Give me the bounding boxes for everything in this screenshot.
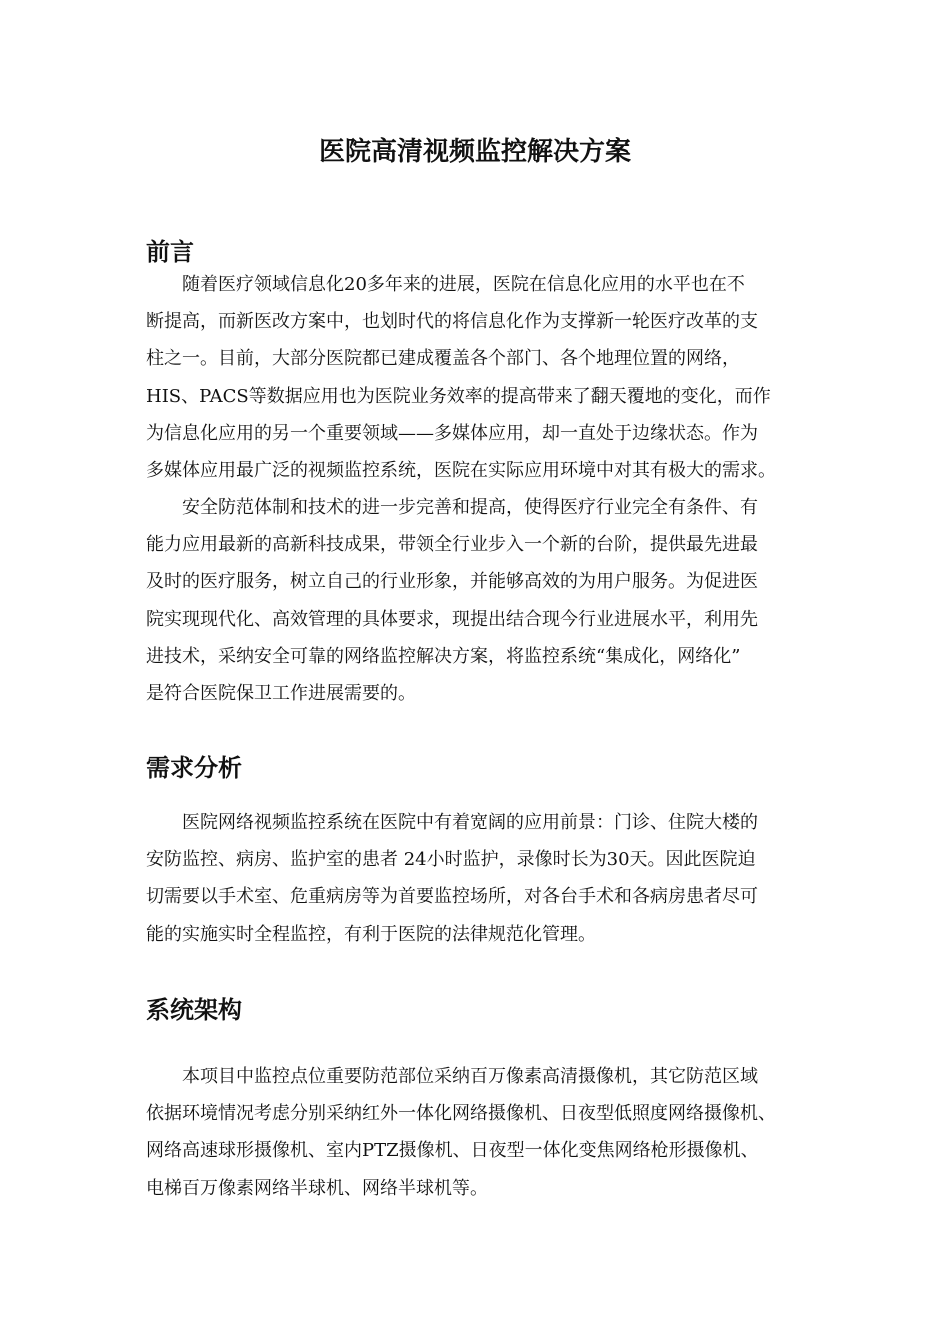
section-heading-preface: 前言 [146, 238, 194, 266]
text-line: 多媒体应用最广泛的视频监控系统，医院在实际应用环境中对其有极大的需求。 [146, 460, 776, 482]
paragraph-architecture [146, 1058, 816, 1207]
document-title: 医院高清视频监控解决方案 [318, 137, 631, 167]
text-line: 为信息化应用的另一个重要领域——多媒体应用，却一直处于边缘状态。作为 [146, 422, 758, 444]
text-line: 能力应用最新的高新科技成果，带领全行业步入一个新的台阶，提供最先进最 [146, 534, 758, 556]
section-heading-requirements: 需求分析 [146, 754, 242, 782]
text-line: 切需要以手术室、危重病房等为首要监控场所，对各台手术和各病房患者尽可 [146, 886, 758, 908]
text-line: 断提高，而新医改方案中，也划时代的将信息化作为支撑新一轮医疗改革的支 [146, 311, 758, 333]
text-line: 是符合医院保卫工作进展需要的。 [146, 683, 416, 705]
text-line: 安全防范体制和技术的进一步完善和提高，使得医疗行业完全有条件、有 [146, 497, 758, 518]
paragraph-requirements [146, 804, 816, 953]
text-line: 电梯百万像素网络半球机、网络半球机等。 [146, 1177, 488, 1199]
text-line: 进技术，采纳安全可靠的网络监控解决方案，将监控系统“集成化，网络化” [146, 645, 741, 667]
text-line: 医院网络视频监控系统在医院中有着宽阔的应用前景：门诊、住院大楼的 [146, 812, 758, 833]
section-heading-architecture: 系统架构 [146, 996, 242, 1024]
text-line: 依据环境情况考虑分别采纳红外一体化网络摄像机、日夜型低照度网络摄像机、 [146, 1103, 776, 1125]
text-line: 院实现现代化、高效管理的具体要求，现提出结合现今行业进展水平，利用先 [146, 608, 758, 630]
text-line: 安防监控、病房、监护室的患者 24小时监护，录像时长为30天。因此医院迫 [146, 849, 756, 871]
text-line: 本项目中监控点位重要防范部位采纳百万像素高清摄像机，其它防范区域 [146, 1066, 758, 1087]
text-line: HIS、PACS等数据应用也为医院业务效率的提高带来了翻天覆地的变化，而作 [146, 385, 771, 407]
paragraph-preface-1 [146, 266, 816, 489]
text-line: 能的实施实时全程监控，有利于医院的法律规范化管理。 [146, 923, 596, 945]
text-line: 柱之一。目前，大部分医院都已建成覆盖各个部门、各个地理位置的网络， [146, 348, 740, 370]
text-line: 网络高速球形摄像机、室内PTZ摄像机、日夜型一体化变焦网络枪形摄像机、 [146, 1140, 759, 1162]
text-line: 及时的医疗服务，树立自己的行业形象，并能够高效的为用户服务。为促进医 [146, 571, 758, 593]
text-line: 随着医疗领域信息化20多年来的进展，医院在信息化应用的水平也在不 [146, 274, 745, 295]
paragraph-preface-2 [146, 489, 816, 712]
